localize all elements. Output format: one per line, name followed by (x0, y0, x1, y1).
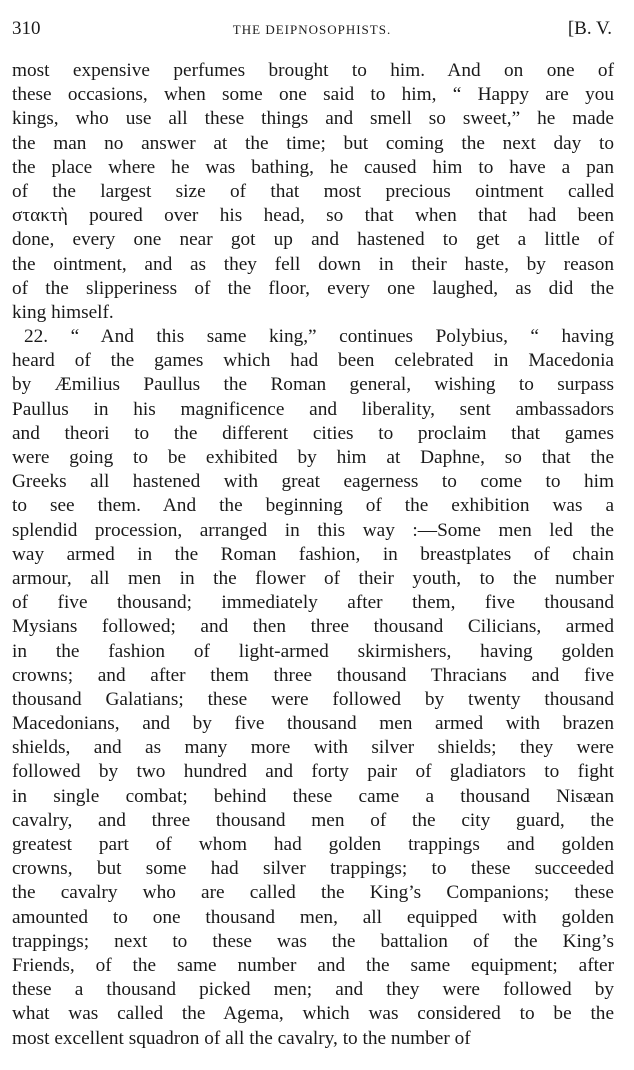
text-line: in the fashion of light-armed skirmishers, having golden (12, 640, 614, 662)
text-line: what was called the Agema, which was considered to be the (12, 1003, 614, 1025)
text-line: the cavalry who are called the King’s Companions; these (12, 882, 614, 904)
body-text (12, 59, 614, 1051)
text-line: most expensive perfumes brought to him. And on one of (12, 60, 614, 81)
text-line: these occasions, when some one said to him, “ Happy are you (12, 84, 614, 106)
text-line: done, every one near got up and hastened to get a little of (12, 229, 614, 251)
text-line: heard of the games which had been celebrated in Macedonia (12, 350, 614, 372)
text-line: crowns; and after them three thousand Thracians and five (12, 664, 614, 686)
text-line: by Æmilius Paullus the Roman general, wishing to surpass (12, 374, 614, 396)
text-line: the ointment, and as they fell down in their haste, by reason (12, 253, 614, 275)
text-line: cavalry, and three thousand men of the city guard, the (12, 809, 614, 831)
text-line: were going to be exhibited by him at Daphne, so that the (12, 447, 614, 468)
text-line: most excellent squadron of all the cavalry, to the number of (12, 1027, 471, 1049)
text-line: trappings; next to these was the battalion of the King’s (12, 930, 614, 952)
text-line: way armed in the Roman fashion, in breastplates of chain (12, 543, 614, 565)
page-header (12, 18, 612, 46)
text-line: 22. “ And this same king,” continues Polybius, “ having (24, 326, 614, 348)
text-line: shields, and as many more with silver shields; they were (12, 737, 614, 759)
text-line: Paullus in his magnificence and liberality, sent ambassadors (12, 398, 614, 420)
text-line: greatest part of whom had golden trappings and golden (12, 834, 614, 855)
text-line: splendid procession, arranged in this way :—Some men led the (12, 519, 614, 541)
paragraph (12, 325, 614, 1051)
text-line: Mysians followed; and then three thousand Cilicians, armed (12, 616, 614, 638)
text-line: Greeks all hastened with great eagerness to come to him (12, 471, 614, 493)
text-line: Macedonians, and by five thousand men armed with brazen (12, 713, 614, 735)
running-title: THE DEIPNOSOPHISTS. (232, 22, 392, 37)
text-line: of the slipperiness of the floor, every one laughed, as did the (12, 277, 614, 299)
section-marker: [B. V. (567, 18, 612, 39)
text-line: in single combat; behind these came a thousand Nisæan (12, 785, 614, 807)
text-line: these a thousand picked men; and they were followed by (12, 979, 614, 1001)
text-line: king himself. (12, 301, 114, 323)
text-line: the man no answer at the time; but coming the next day to (12, 132, 614, 154)
text-line: thousand Galatians; these were followed by twenty thousand (12, 688, 614, 710)
text-line: the place where he was bathing, he caused him to have a pan (12, 156, 614, 178)
text-line: kings, who use all these things and smell so sweet,” he made (12, 108, 614, 130)
text-line: to see them. And the beginning of the exhibition was a (12, 495, 614, 517)
text-line: of the largest size of that most precious ointment called (12, 180, 614, 202)
text-line: of five thousand; immediately after them, five thousand (12, 592, 614, 614)
text-line: followed by two hundred and forty pair of gladiators to fight (12, 761, 614, 783)
paragraph (12, 59, 614, 325)
page-number: 310 (12, 18, 41, 39)
text-line: amounted to one thousand men, all equipped with golden (12, 906, 614, 928)
text-line: Friends, of the same number and the same equipment; after (12, 954, 614, 976)
text-line: and theori to the different cities to proclaim that games (12, 422, 614, 444)
text-line: crowns, but some had silver trappings; to these succeeded (12, 858, 614, 880)
text-line: armour, all men in the flower of their youth, to the number (12, 567, 614, 589)
text-line: στακτὴ poured over his head, so that when that had been (12, 205, 614, 227)
